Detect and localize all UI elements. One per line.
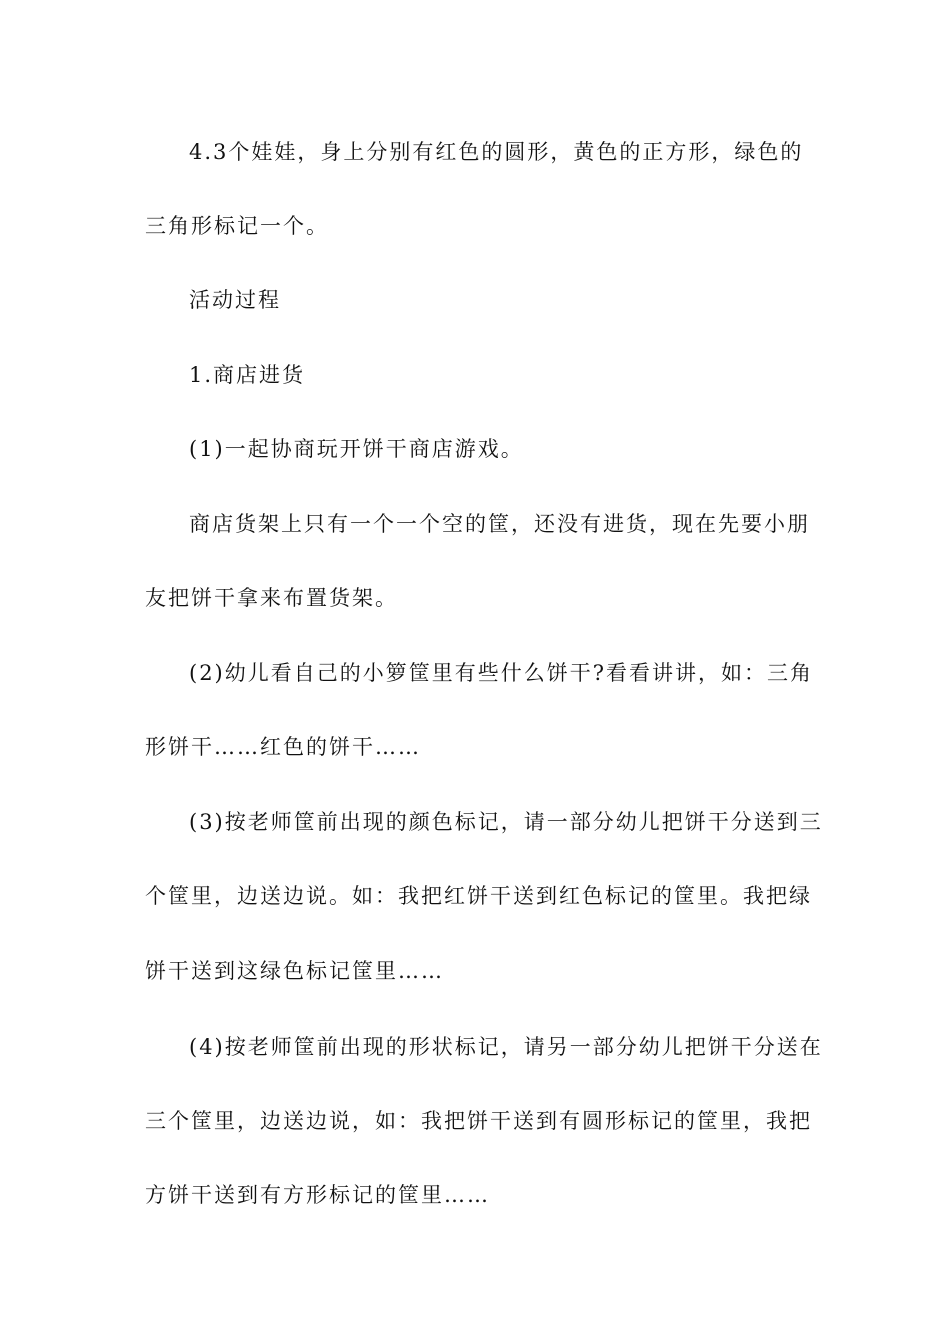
section-heading: 活动过程 bbox=[189, 288, 281, 312]
paragraph-line: 饼干送到这绿色标记筐里…… bbox=[145, 959, 444, 983]
paragraph-line: 商店货架上只有一个一个空的筐，还没有进货，现在先要小朋 bbox=[189, 512, 810, 536]
paragraph-line: 友把饼干拿来布置货架。 bbox=[145, 586, 398, 610]
paragraph-line: 三角形标记一个。 bbox=[145, 214, 329, 238]
paragraph-line: 4.3个娃娃，身上分别有红色的圆形，黄色的正方形，绿色的 bbox=[189, 140, 804, 164]
paragraph-line: 方饼干送到有方形标记的筐里…… bbox=[145, 1183, 490, 1207]
paragraph-line: 三个筐里，边送边说，如：我把饼干送到有圆形标记的筐里，我把 bbox=[145, 1109, 812, 1133]
paragraph-line: 形饼干……红色的饼干…… bbox=[145, 735, 421, 759]
paragraph-line: (4)按老师筐前出现的形状标记，请另一部分幼儿把饼干分送在 bbox=[189, 1035, 823, 1059]
paragraph-line: (3)按老师筐前出现的颜色标记，请一部分幼儿把饼干分送到三 bbox=[189, 810, 823, 834]
paragraph-line: (2)幼儿看自己的小箩筐里有些什么饼干?看看讲讲，如：三角 bbox=[189, 661, 814, 685]
paragraph-line: (1)一起协商玩开饼干商店游戏。 bbox=[189, 437, 524, 461]
paragraph-line: 个筐里，边送边说。如：我把红饼干送到红色标记的筐里。我把绿 bbox=[145, 884, 812, 908]
subsection-heading: 1.商店进货 bbox=[189, 363, 306, 387]
